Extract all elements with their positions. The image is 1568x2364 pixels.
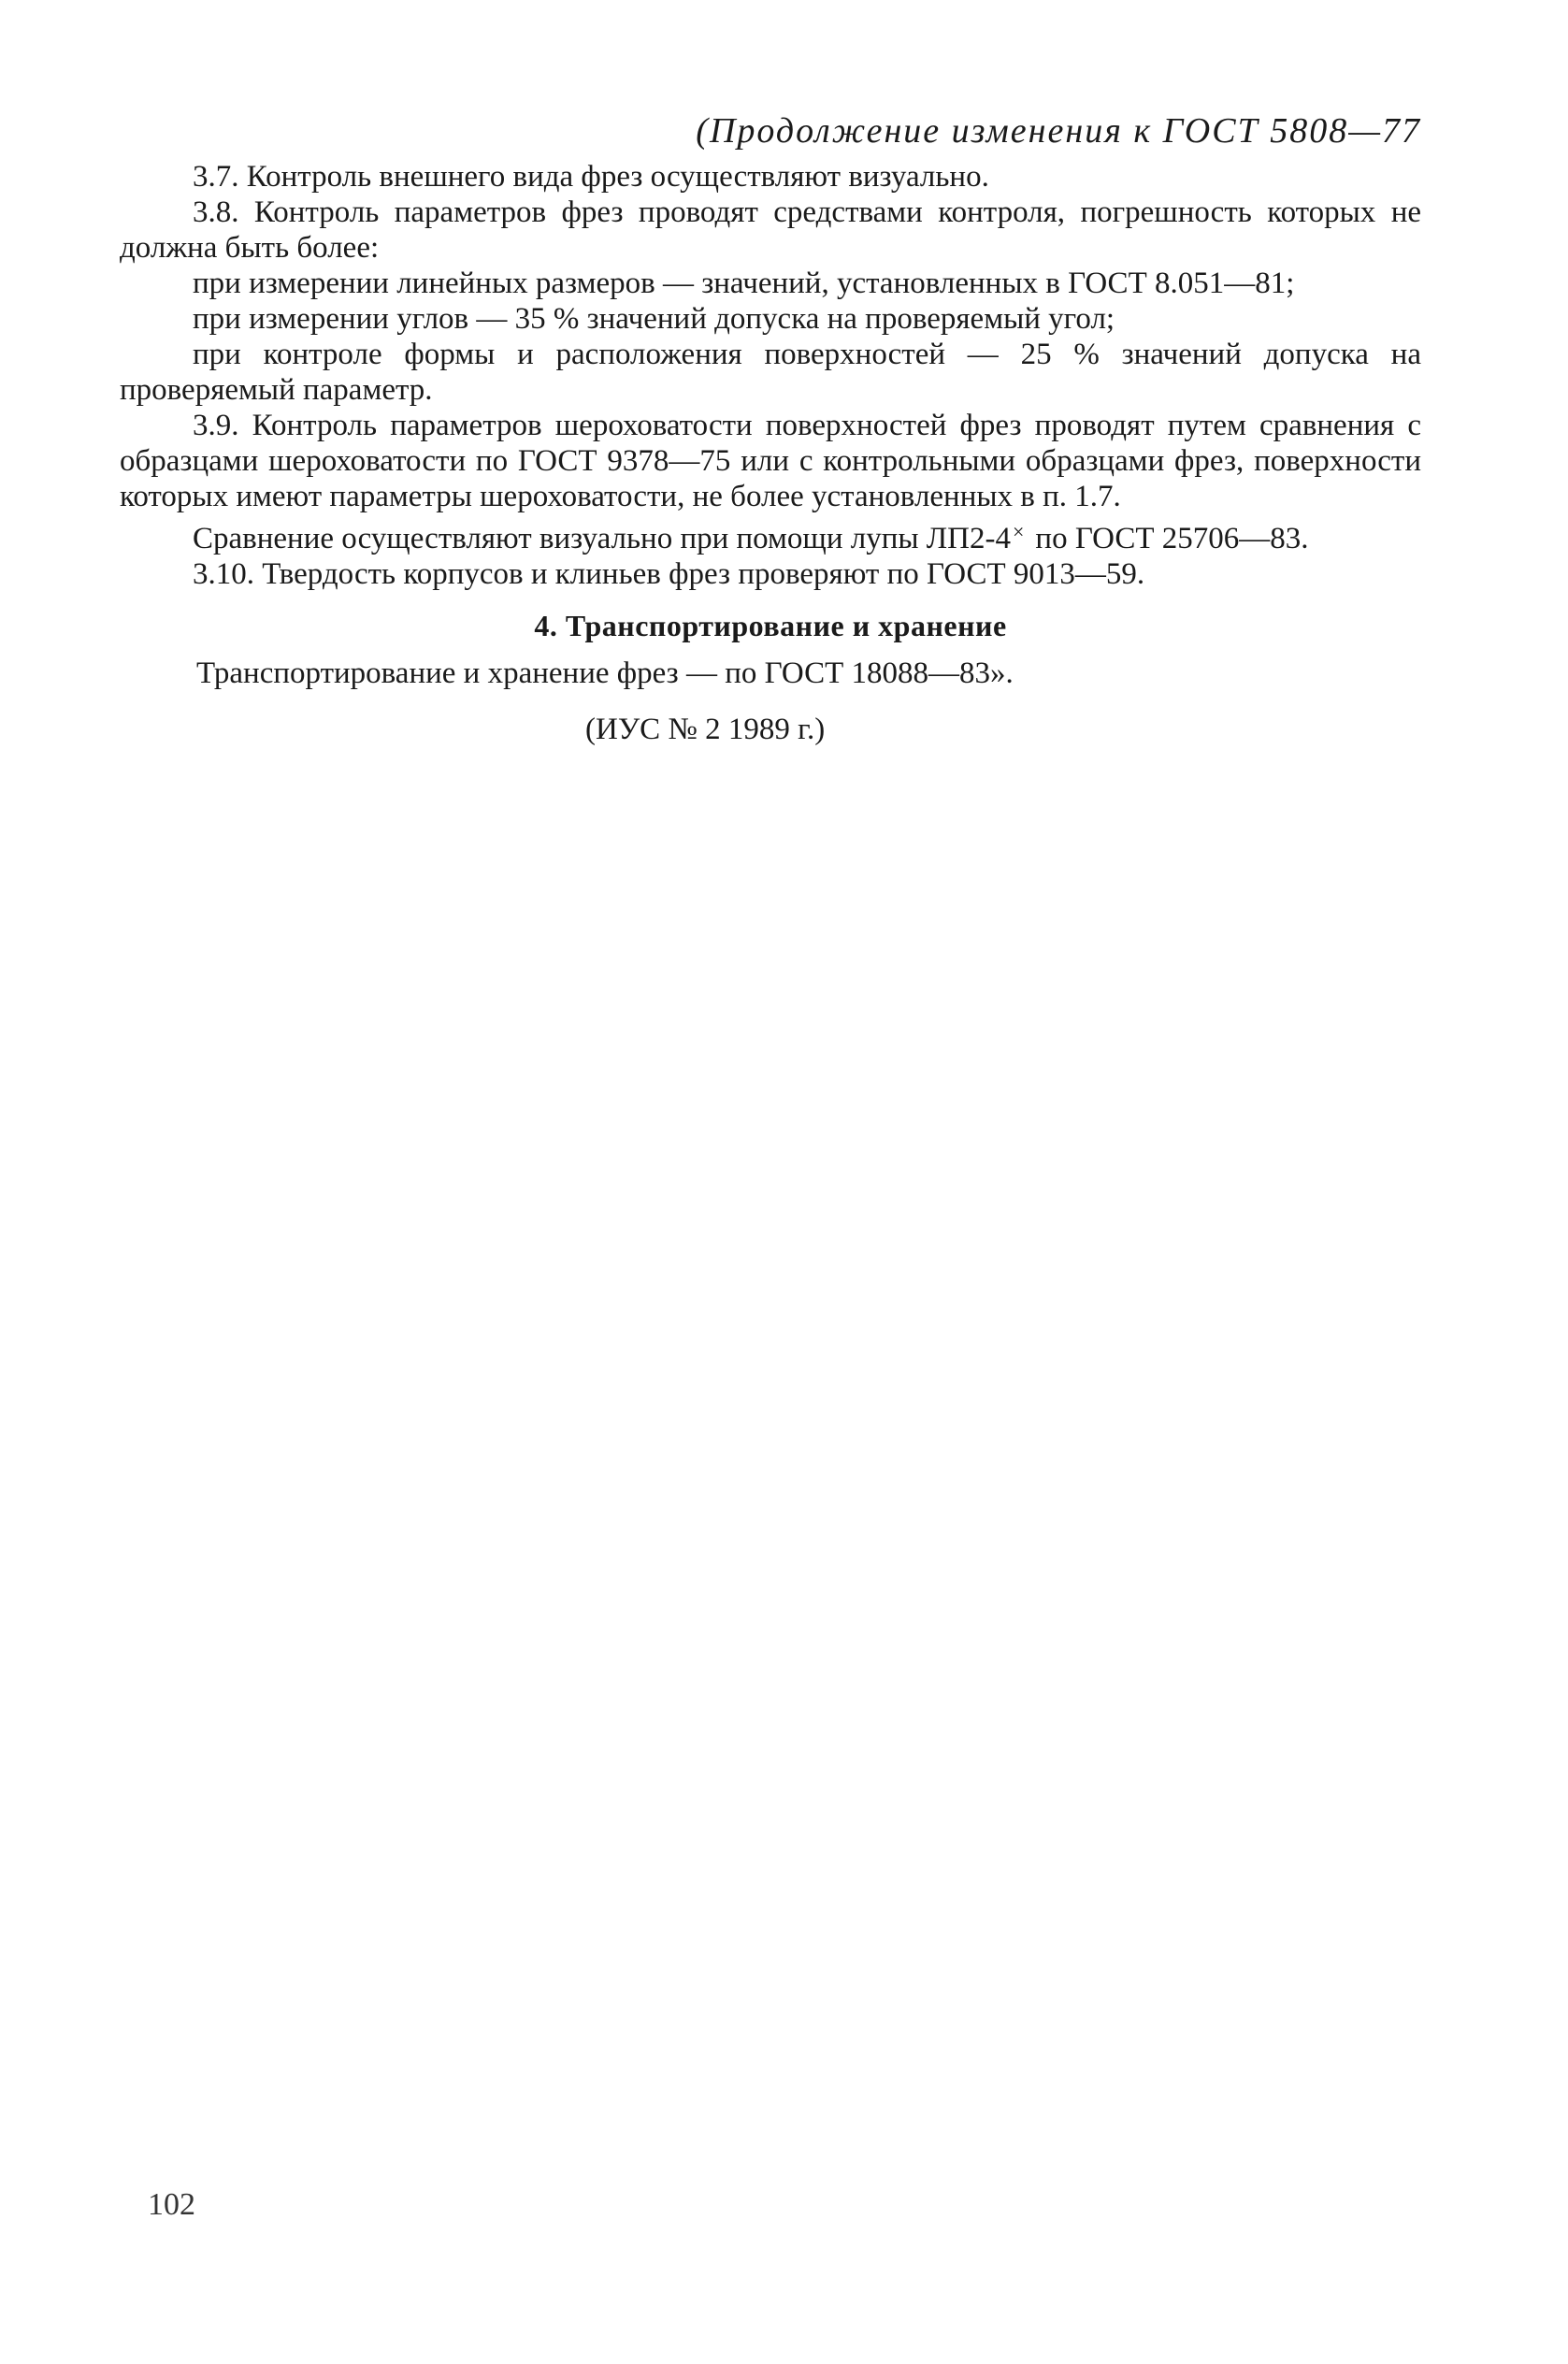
paragraph-3-8-form: при контроле формы и расположения поверхностей — 25 % значений допуска на проверяемый параметр. bbox=[120, 338, 1421, 407]
paragraph-3-10: 3.10. Твердость корпусов и клиньев фрез проверяют по ГОСТ 9013—59. bbox=[193, 557, 1145, 591]
page-number: 102 bbox=[148, 2187, 195, 2222]
paragraph-3-8: 3.8. Контроль параметров фрез проводят средствами контроля, погрешность которых не должна быть более: bbox=[120, 195, 1421, 265]
paragraph-3-7: 3.7. Контроль внешнего вида фрез осуществляют визуально. bbox=[193, 160, 989, 194]
section-4-text: Транспортирование и хранение фрез — по ГОСТ 18088—83». bbox=[196, 656, 1014, 690]
magnification-mark: × bbox=[1013, 520, 1025, 543]
comparison-text-before: Сравнение осуществляют визуально при помощи лупы ЛП2-4 bbox=[193, 522, 1011, 555]
paragraph-3-8-angles: при измерении углов — 35 % значений допуска на проверяемый угол; bbox=[193, 302, 1115, 336]
paragraph-3-8-linear: при измерении линейных размеров — значений, установленных в ГОСТ 8.051—81; bbox=[193, 267, 1295, 300]
paragraph-3-9: 3.9. Контроль параметров шероховатости поверхностей фрез проводят путем сравнения с образцами шероховатости по ГОСТ 9378—75 или с контрольными образцами фрез, поверхности которых имеют параметры шероховатости, не более установленных в п. 1.7. bbox=[120, 409, 1421, 513]
comparison-text-after: по ГОСТ 25706—83. bbox=[1035, 522, 1309, 555]
section-4-heading: 4. Транспортирование и хранение bbox=[534, 609, 1007, 642]
ius-reference: (ИУС № 2 1989 г.) bbox=[585, 713, 826, 746]
continuation-header: (Продолжение изменения к ГОСТ 5808—77 bbox=[696, 111, 1421, 151]
paragraph-3-9-comparison bbox=[120, 514, 1421, 556]
document-body bbox=[120, 159, 1421, 747]
